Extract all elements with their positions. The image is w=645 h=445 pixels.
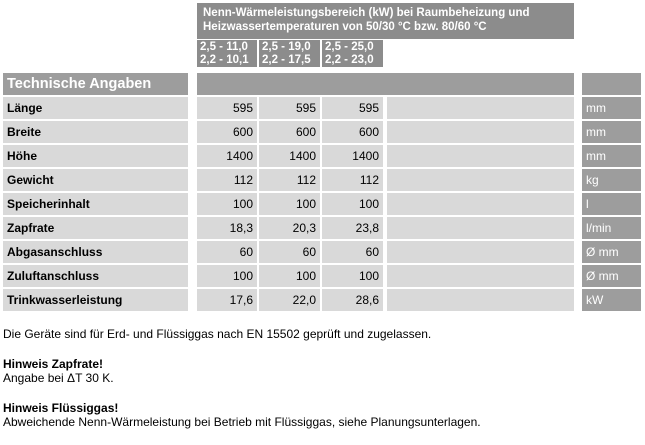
fluessiggas-note — [3, 401, 481, 429]
empty-cell — [387, 145, 574, 167]
output-range-header — [197, 3, 574, 39]
unit-cell: mm — [582, 145, 641, 167]
table-cell: 20,3 — [259, 217, 320, 239]
empty-cell — [387, 169, 574, 191]
row-label-speicherinhalt: Speicherinhalt — [3, 193, 188, 215]
table-cell: 18,3 — [197, 217, 257, 239]
row-label-breite: Breite — [3, 121, 188, 143]
unit-cell: l — [582, 193, 641, 215]
empty-cell — [387, 265, 574, 287]
row-label-hoehe: Höhe — [3, 145, 188, 167]
table-title: Technische Angaben — [3, 73, 188, 95]
table-cell: 112 — [322, 169, 383, 191]
table-cell: 600 — [322, 121, 383, 143]
unit-cell: Ø mm — [582, 265, 641, 287]
table-cell: 1400 — [322, 145, 383, 167]
range-header-col2 — [259, 40, 320, 67]
general-note: Die Geräte sind für Erd- und Flüssiggas nach EN 15502 geprüft und zugelassen. — [3, 327, 432, 341]
table-cell: 100 — [322, 193, 383, 215]
table-cell: 600 — [197, 121, 257, 143]
table-cell: 600 — [259, 121, 320, 143]
empty-cell — [387, 241, 574, 263]
unit-column-header — [582, 73, 641, 95]
empty-cell — [387, 289, 574, 311]
table-cell: 28,6 — [322, 289, 383, 311]
output-range-header-line2: Heizwassertemperaturen von 50/30 °C bzw. 80/60 °C — [203, 21, 487, 33]
range-top: 2,5 - 19,0 — [262, 41, 311, 53]
table-cell: 1400 — [197, 145, 257, 167]
table-cell: 17,6 — [197, 289, 257, 311]
empty-cell — [387, 97, 574, 119]
table-cell: 100 — [197, 265, 257, 287]
table-cell: 100 — [259, 193, 320, 215]
row-label-trinkwasserleistung: Trinkwasserleistung — [3, 289, 188, 311]
empty-cell — [387, 193, 574, 215]
range-top: 2,5 - 25,0 — [325, 41, 374, 53]
row-label-gewicht: Gewicht — [3, 169, 188, 191]
table-cell: 595 — [259, 97, 320, 119]
table-cell: 60 — [197, 241, 257, 263]
table-cell: 595 — [322, 97, 383, 119]
zapfrate-note-text: Angabe bei ΔT 30 K. — [3, 371, 114, 385]
table-cell: 595 — [197, 97, 257, 119]
table-cell: 100 — [197, 193, 257, 215]
unit-cell: l/min — [582, 217, 641, 239]
range-bottom: 2,2 - 17,5 — [262, 54, 311, 66]
unit-cell: kg — [582, 169, 641, 191]
row-label-zapfrate: Zapfrate — [3, 217, 188, 239]
table-cell: 112 — [197, 169, 257, 191]
range-bottom: 2,2 - 23,0 — [325, 54, 374, 66]
row-label-laenge: Länge — [3, 97, 188, 119]
table-cell: 22,0 — [259, 289, 320, 311]
empty-cell — [387, 121, 574, 143]
row-label-abgasanschluss: Abgasanschluss — [3, 241, 188, 263]
unit-cell: Ø mm — [582, 241, 641, 263]
range-header-col3 — [322, 40, 383, 67]
table-cell: 100 — [259, 265, 320, 287]
fluessiggas-note-title: Hinweis Flüssiggas! — [3, 401, 119, 415]
empty-cell — [387, 217, 574, 239]
table-cell: 60 — [259, 241, 320, 263]
title-row-fill — [197, 73, 574, 95]
table-cell: 100 — [322, 265, 383, 287]
range-top: 2,5 - 11,0 — [200, 41, 248, 53]
table-cell: 1400 — [259, 145, 320, 167]
table-cell: 23,8 — [322, 217, 383, 239]
unit-cell: kW — [582, 289, 641, 311]
output-range-header-line1: Nenn-Wärmeleistungsbereich (kW) bei Raumbeheizung und — [203, 7, 530, 19]
unit-cell: mm — [582, 121, 641, 143]
range-header-col1 — [197, 40, 257, 67]
row-label-zuluftanschluss: Zuluftanschluss — [3, 265, 188, 287]
table-cell: 112 — [259, 169, 320, 191]
fluessiggas-note-text: Abweichende Nenn-Wärmeleistung bei Betrieb mit Flüssiggas, siehe Planungsunterlagen. — [3, 415, 481, 429]
zapfrate-note — [3, 357, 114, 385]
range-bottom: 2,2 - 10,1 — [200, 54, 249, 66]
unit-cell: mm — [582, 97, 641, 119]
zapfrate-note-title: Hinweis Zapfrate! — [3, 357, 104, 371]
table-cell: 60 — [322, 241, 383, 263]
